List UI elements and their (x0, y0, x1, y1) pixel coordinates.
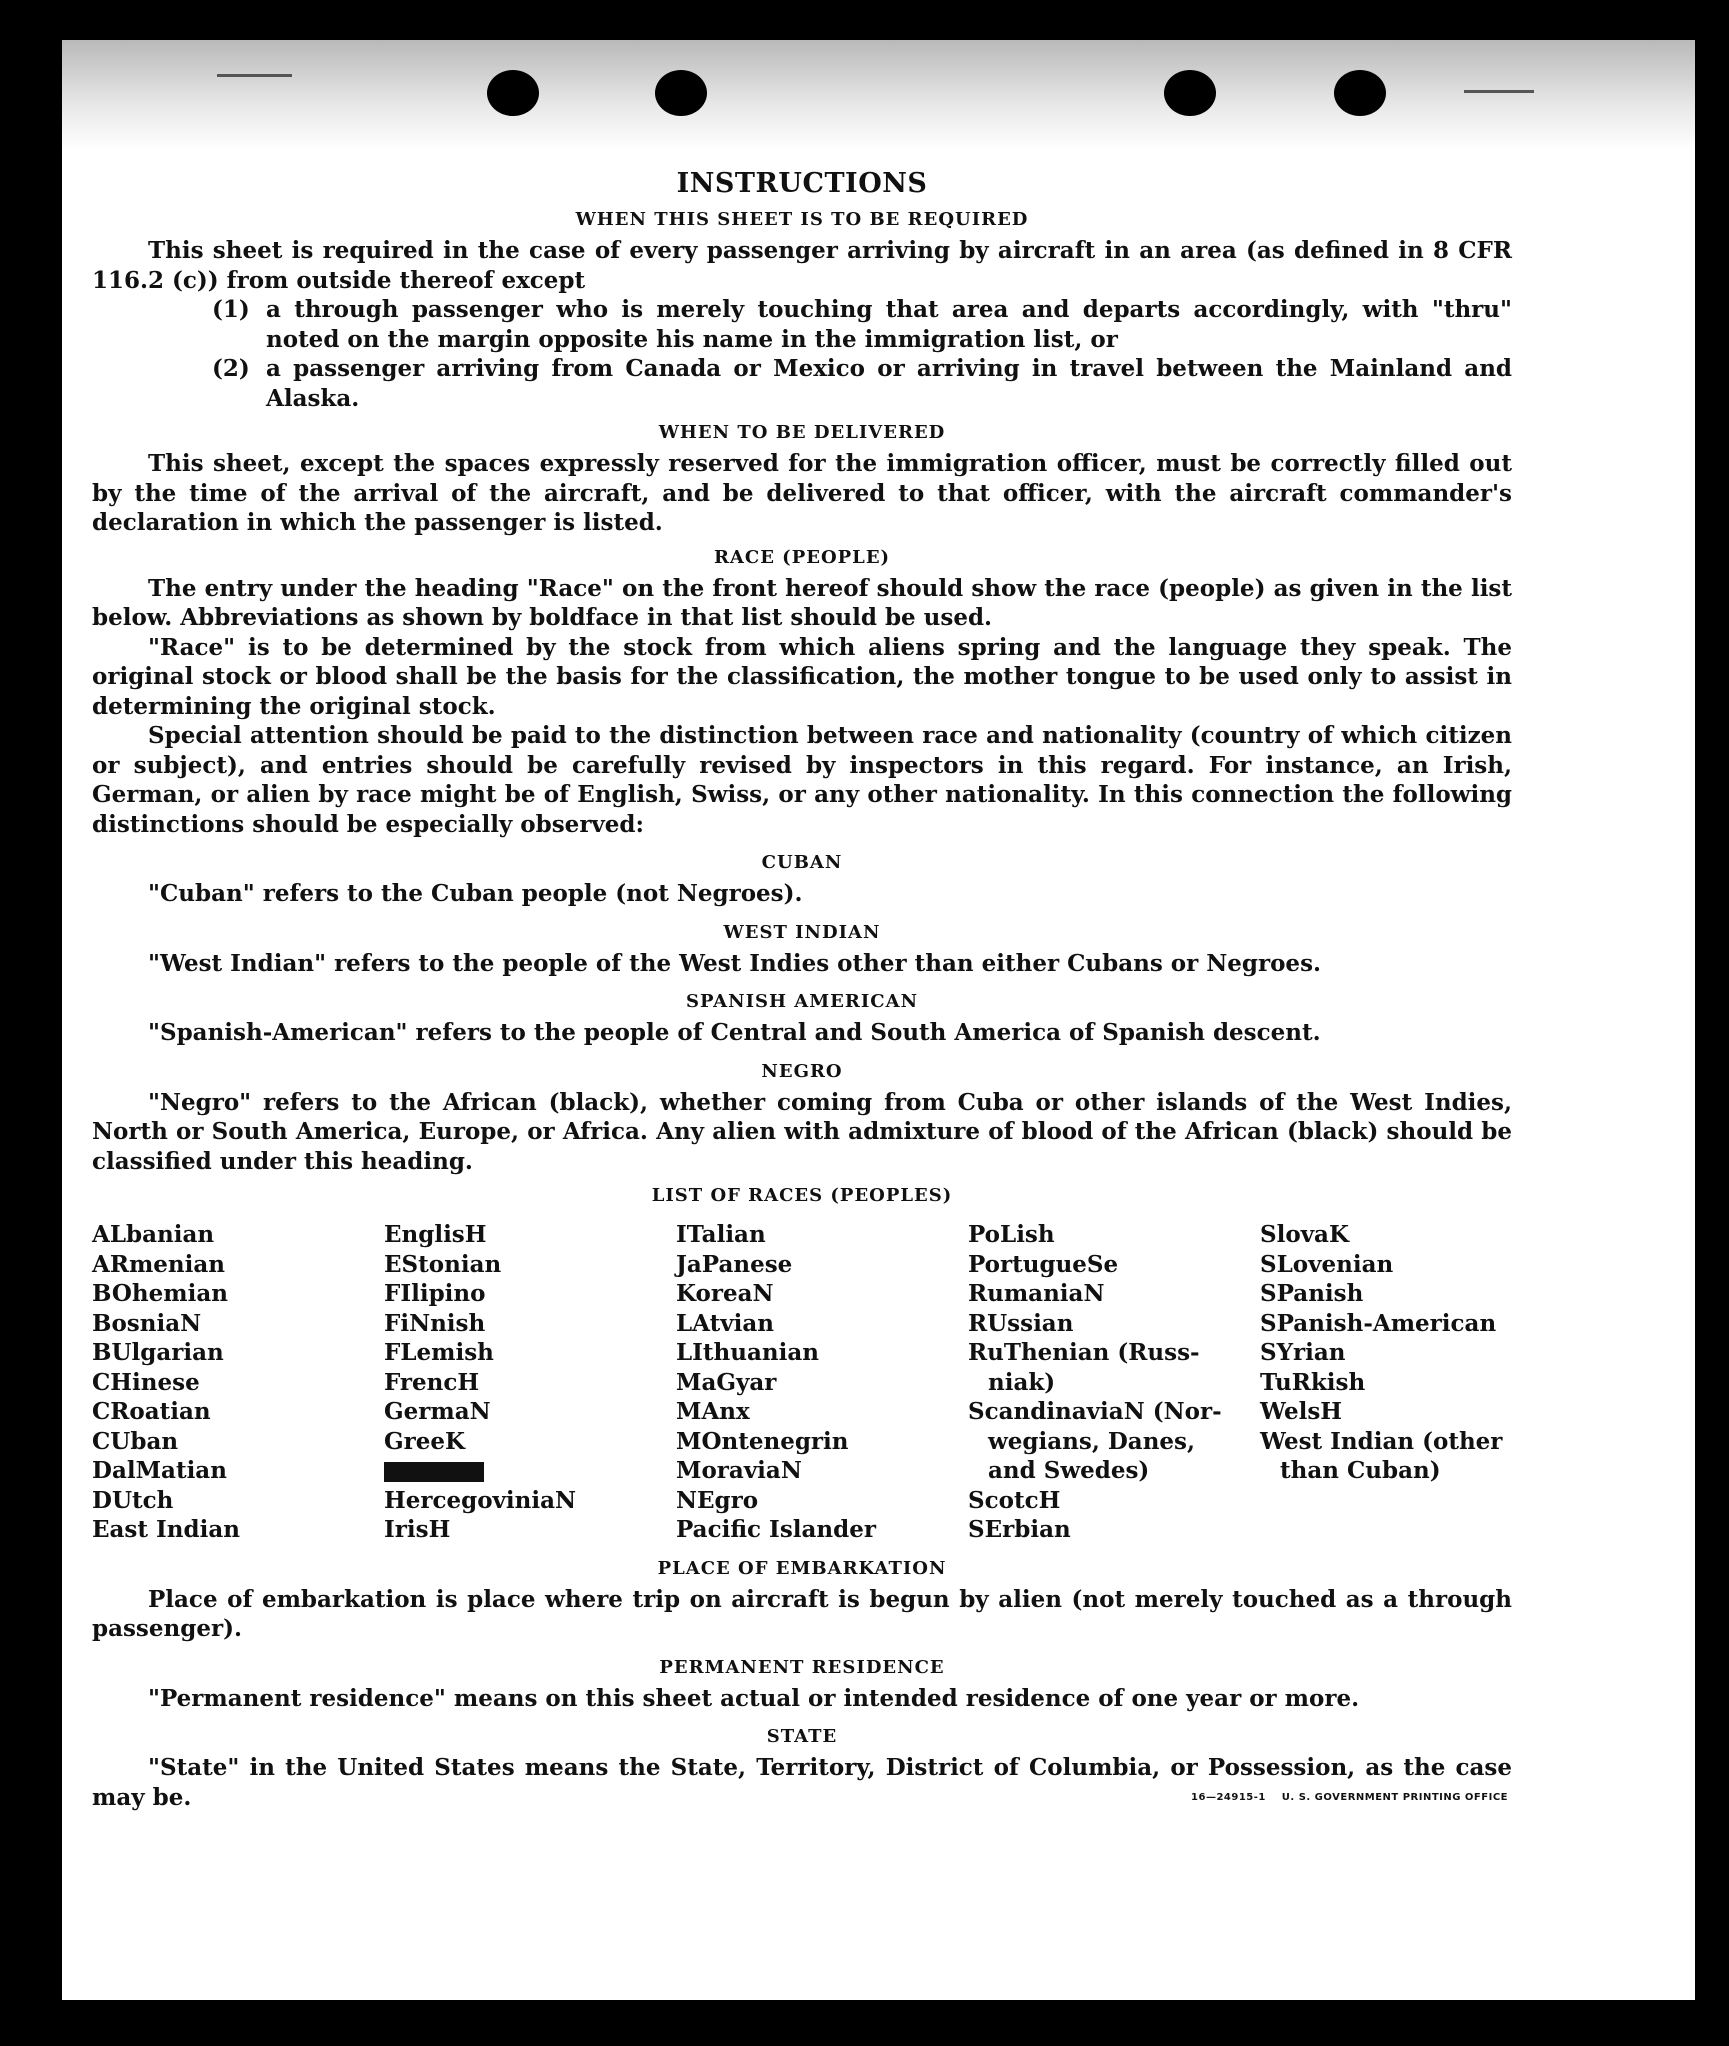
west-indian-text: "West Indian" refers to the people of the West Indies other than either Cubans or Negroes. (148, 949, 1322, 977)
heading-races-list: LIST OF RACES (PEOPLES) (651, 1185, 953, 1206)
races-column (968, 1220, 1260, 1545)
race-entry: DUtch (92, 1486, 174, 1514)
race-entry: JaPanese (676, 1250, 793, 1278)
when-required-intro: This sheet is required in the case of every passenger arriving by aircraft in an area (as defined in 8 CFR 116.2 (c)) from outside thereof except (92, 237, 1512, 294)
race-entry: ScandinaviaN (Nor- (968, 1398, 1222, 1425)
race-entry: KoreaN (676, 1280, 774, 1307)
race-entry: GermaN (384, 1398, 491, 1425)
form-code: 16—24915-1 (1191, 1791, 1266, 1803)
sheet-top-shadow (62, 40, 1695, 150)
race-entry: LIthuanian (676, 1339, 819, 1366)
race-entry: ITalian (676, 1221, 766, 1248)
heading-state: STATE (766, 1726, 838, 1747)
race-entry: WelsH (1260, 1398, 1343, 1425)
race-entry: Pacific Islander (676, 1516, 876, 1543)
race-entry: MAnx (676, 1398, 750, 1425)
when-delivered-text: This sheet, except the spaces expressly reserved for the immigration officer, must be correctly filled out by the time of the arrival of the aircraft, and be delivered to that officer, with the aircraft commander's declaration in which the passenger is listed. (92, 450, 1512, 536)
race-paragraph-2: "Race" is to be determined by the stock from which aliens spring and the language they speak. The original stock or blood shall be the basis for the classification, the mother tongue to be used only to assist in determining the original stock. (92, 633, 1512, 720)
races-list (92, 1220, 1512, 1545)
race-entry: BOhemian (92, 1280, 228, 1307)
redacted-entry (384, 1456, 676, 1486)
heading-spanish-american: SPANISH AMERICAN (685, 991, 919, 1012)
race-entry: PortugueSe (968, 1250, 1119, 1278)
document-sheet (62, 40, 1695, 2000)
race-entry: SPanish (1260, 1280, 1364, 1307)
negro-text: "Negro" refers to the African (black), whether coming from Cuba or other islands of the West Indies, North or South America, Europe, or Africa. Any alien with admixture of blood of the African (black) should be classified under this heading. (92, 1088, 1512, 1175)
race-entry: PoLish (968, 1221, 1055, 1248)
exception-item (212, 295, 1512, 354)
race-entry: MoraviaN (676, 1457, 802, 1484)
punch-hole (655, 70, 707, 116)
race-entry: BosniaN (92, 1309, 202, 1337)
race-entry: SYrian (1260, 1339, 1346, 1366)
state-block (92, 1753, 1512, 1812)
race-entry: SLovenian (1260, 1250, 1394, 1278)
punch-hole (1334, 70, 1386, 116)
race-entry: GreeK (384, 1427, 466, 1455)
races-column (92, 1220, 384, 1545)
race-entry-continued: than Cuban) (1280, 1457, 1441, 1484)
print-code (1191, 1783, 1508, 1813)
race-entry: MOntenegrin (676, 1427, 849, 1455)
race-entry: EStonian (384, 1250, 502, 1278)
race-entry: CRoatian (92, 1398, 211, 1425)
race-entry: FrencH (384, 1368, 480, 1396)
race-entry: East Indian (92, 1516, 240, 1543)
heading-negro: NEGRO (761, 1060, 843, 1082)
race-entry: TuRkish (1260, 1368, 1366, 1396)
cuban-text: "Cuban" refers to the Cuban people (not Negroes). (148, 880, 803, 907)
spanish-american-text: "Spanish-American" refers to the people of Central and South America of Spanish descent. (148, 1019, 1321, 1046)
race-entry: SPanish-American (1260, 1309, 1497, 1337)
state-text: "State" in the United States means the State, Territory, District of Columbia, or Possession, as the case may be. (92, 1754, 1512, 1811)
heading-when-delivered: WHEN TO BE DELIVERED (658, 422, 946, 443)
exception-number: (1) (212, 296, 250, 323)
page-title: INSTRUCTIONS (676, 168, 928, 199)
punch-hole (1164, 70, 1216, 116)
heading-west-indian: WEST INDIAN (723, 921, 881, 943)
race-entry: SlovaK (1260, 1221, 1349, 1248)
embarkation-text: Place of embarkation is place where trip on aircraft is begun by alien (not merely touched as a through passenger). (92, 1585, 1512, 1642)
race-entry: BUlgarian (92, 1339, 224, 1366)
residence-text: "Permanent residence" means on this sheet actual or intended residence of one year or more. (148, 1684, 1360, 1712)
heading-residence: PERMANENT RESIDENCE (659, 1656, 945, 1678)
races-column (384, 1220, 676, 1545)
race-entry: FIlipino (384, 1280, 486, 1307)
race-entry: LAtvian (676, 1309, 774, 1337)
exception-text: a through passenger who is merely touching that area and departs accordingly, with "thru" noted on the margin opposite his name in the immigration list, or (266, 296, 1512, 353)
punch-hole (487, 70, 539, 116)
printer-name: U. S. GOVERNMENT PRINTING OFFICE (1281, 1791, 1508, 1803)
heading-race: RACE (PEOPLE) (713, 546, 891, 568)
race-entry: SErbian (968, 1516, 1071, 1543)
race-entry: IrisH (384, 1516, 451, 1543)
exception-text: a passenger arriving from Canada or Mexico or arriving in travel between the Mainland and Alaska. (266, 355, 1512, 412)
exception-number: (2) (212, 355, 250, 382)
race-entry: FiNnish (384, 1309, 486, 1337)
race-entry: West Indian (other (1260, 1427, 1503, 1455)
race-entry: HercegoviniaN (384, 1486, 577, 1514)
race-entry: DalMatian (92, 1457, 227, 1484)
race-entry: RUssian (968, 1309, 1074, 1337)
race-entry: RuThenian (Russ- (968, 1339, 1200, 1366)
instructions-content (92, 168, 1512, 1812)
race-entry-continued: wegians, Danes, (988, 1427, 1195, 1455)
race-entry: ALbanian (92, 1221, 215, 1248)
race-paragraph-1: The entry under the heading "Race" on the front hereof should show the race (people) as given in the list below. Abbreviations as shown by boldface in that list should be used. (92, 574, 1512, 631)
race-entry: CUban (92, 1427, 179, 1455)
race-entry: FLemish (384, 1339, 494, 1366)
heading-embarkation: PLACE OF EMBARKATION (657, 1557, 947, 1579)
race-entry: NEgro (676, 1486, 759, 1514)
race-entry-continued: and Swedes) (988, 1457, 1150, 1484)
race-entry: ScotcH (968, 1486, 1061, 1514)
races-column (676, 1220, 968, 1545)
scan-mark (217, 74, 292, 77)
scan-mark (1464, 90, 1534, 93)
race-entry-continued: niak) (988, 1368, 1056, 1396)
race-entry: ARmenian (92, 1250, 226, 1278)
race-entry: RumaniaN (968, 1280, 1105, 1307)
race-entry: CHinese (92, 1368, 200, 1396)
races-column (1260, 1220, 1552, 1545)
heading-cuban: CUBAN (761, 852, 843, 873)
race-paragraph-3: Special attention should be paid to the distinction between race and nationality (country of which citizen or subject), and entries should be carefully revised by inspectors in this regard. For instance, an Irish, German, or alien by race might be of English, Swiss, or any other nationality. In this connection the following distinctions should be especially observed: (92, 722, 1512, 838)
exception-item (212, 354, 1512, 413)
heading-when-required: WHEN THIS SHEET IS TO BE REQUIRED (575, 209, 1029, 230)
race-entry: MaGyar (676, 1368, 777, 1396)
race-entry: EnglisH (384, 1221, 487, 1248)
